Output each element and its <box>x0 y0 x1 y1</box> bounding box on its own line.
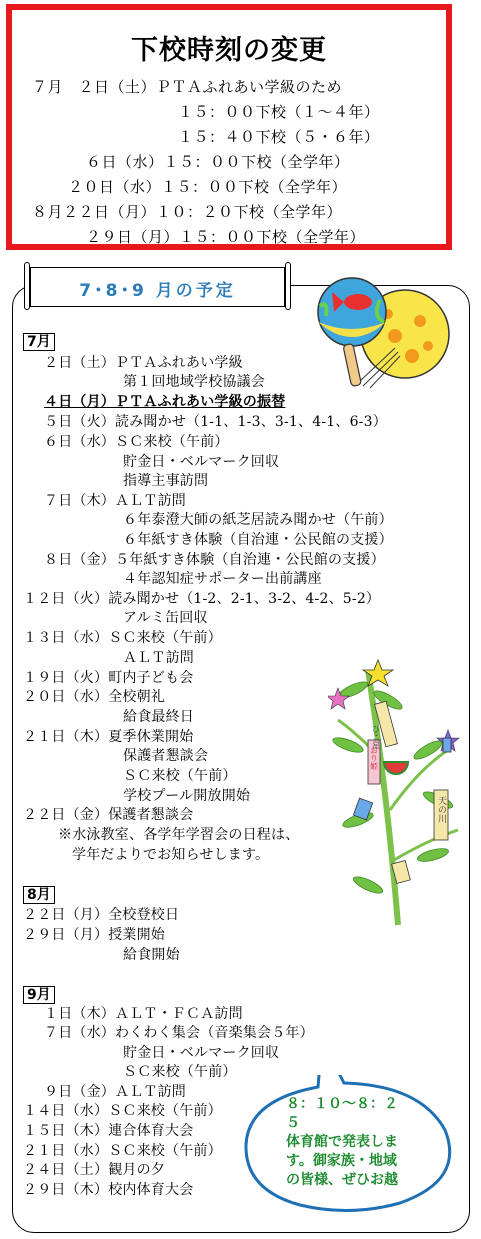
month-label-september: 9月 <box>23 986 55 1004</box>
callout-line: ８：１０～８：２ <box>286 1096 398 1112</box>
callout-line: す。御家族・地域 <box>286 1153 397 1169</box>
notice-line: ２０日（水）１５：００下校（全学年） <box>68 178 348 196</box>
schedule-row: ２２日（金）保護者懇談会 <box>23 807 194 823</box>
notice-line: ８月２２日（月）１０：２０下校（全学年） <box>32 203 343 221</box>
schedule-row: 給食最終日 <box>123 709 194 725</box>
watermelon-icon <box>384 762 408 774</box>
schedule-row: １９日（火）町内子ども会 <box>23 670 194 686</box>
callout-line: 体育館で発表しま <box>286 1134 398 1150</box>
schedule-row: ７日（水）わくわく集会（音楽集会５年） <box>44 1025 314 1041</box>
schedule-row: 保護者懇談会 <box>123 748 209 764</box>
schedule-row: ２０日（水）全校朝礼 <box>23 689 165 705</box>
schedule-note: ※水泳教室、各学年学習会の日程は、 <box>58 827 300 843</box>
month-label-august: 8月 <box>23 886 55 904</box>
schedule-row: 学校プール開放開始 <box>123 788 251 804</box>
callout-text <box>286 1095 436 1190</box>
schedule-note: 学年だよりでお知らせします。 <box>72 847 270 863</box>
schedule-row: ＳＣ来校（午前） <box>123 768 237 784</box>
schedule-row: １４日（水）ＳＣ来校（午前） <box>23 1103 222 1119</box>
schedule-row: ２１日（水）ＳＣ来校（午前） <box>23 1143 222 1159</box>
banner-title: 7･8･9 月の予定 <box>79 281 236 301</box>
schedule-row: 指導主事訪問 <box>123 473 209 489</box>
schedule-row: アルミ缶回収 <box>123 610 208 626</box>
schedule-change-notice <box>6 4 452 250</box>
notice-line: ６日（水）１５：００下校（全学年） <box>86 153 350 171</box>
notice-line: ２９日（月）１５：００下校（全学年） <box>86 228 366 246</box>
schedule-row: ４日（月）ＰＴＡふれあい学級の振替 <box>44 394 286 410</box>
schedule-row: ８日（金）５年紙すき体験（自治連・公民館の支援） <box>44 552 385 568</box>
schedule-row: ＳＣ来校（午前） <box>123 1064 237 1080</box>
schedule-row: 貯金日・ベルマーク回収 <box>123 1045 280 1061</box>
notice-line: １５：４０下校（５・６年） <box>178 128 380 146</box>
tanzaku-label: おり姫 <box>369 746 379 770</box>
schedule-row: １２日（火）読み聞かせ（1-2、2-1、3-2、4-2、5-2） <box>23 591 381 607</box>
schedule-row: 給食開始 <box>123 947 180 963</box>
callout-line: ５ <box>286 1115 300 1131</box>
schedule-row: ４年認知症サポーター出前講座 <box>123 571 322 587</box>
schedule-row: １日（木）ＡＬＴ・ＦＣＡ訪問 <box>44 1006 243 1022</box>
schedule-row: ７日（木）ＡＬＴ訪問 <box>44 493 186 509</box>
schedule-row: 貯金日・ベルマーク回収 <box>123 454 280 470</box>
month-label-july: 7月 <box>23 333 55 351</box>
schedule-row: ＡＬＴ訪問 <box>123 650 194 666</box>
schedule-row: ２９日（木）校内体育大会 <box>23 1182 194 1198</box>
schedule-row: ２日（土）ＰＴＡふれあい学級 <box>44 355 243 371</box>
schedule-row: ２１日（木）夏季休業開始 <box>23 729 194 745</box>
schedule-row: １５日（木）連合体育大会 <box>23 1123 194 1139</box>
schedule-row: ５日（火）読み聞かせ（1-1、1-3、3-1、4-1、6-3） <box>44 414 387 430</box>
tanabata-bamboo-illustration <box>328 650 468 930</box>
uchiwa-fans-illustration <box>300 276 450 406</box>
schedule-row: ２９日（月）授業開始 <box>23 927 165 943</box>
notice-title: 下校時刻の変更 <box>131 35 327 66</box>
schedule-banner <box>30 267 285 307</box>
callout-line: の皆様、ぜひお越 <box>286 1172 398 1188</box>
tanzaku-label: ひこ星 <box>371 725 381 749</box>
schedule-row: 第１回地域学校協議会 <box>123 374 265 390</box>
schedule-row: ６日（水）ＳＣ来校（午前） <box>44 434 229 450</box>
lantern-icon <box>443 738 451 752</box>
goldfish-fan-icon <box>318 278 386 387</box>
notice-line: １５：００下校（１～４年） <box>178 103 380 121</box>
schedule-row: ６年泰澄大師の紙芝居読み聞かせ（午前） <box>123 512 393 528</box>
schedule-row: １３日（水）ＳＣ来校（午前） <box>23 630 222 646</box>
schedule-row: ２２日（月）全校登校日 <box>23 907 180 923</box>
tanzaku-label: 天の川 <box>436 796 446 823</box>
schedule-row: ２４日（土）観月の夕 <box>23 1162 165 1178</box>
schedule-row: ９日（金）ＡＬＴ訪問 <box>44 1084 186 1100</box>
notice-line: ７月 ２日（土）ＰＴＡふれあい学級のため <box>32 78 343 96</box>
schedule-row: ６年紙すき体験（自治連・公民館の支援） <box>123 532 393 548</box>
